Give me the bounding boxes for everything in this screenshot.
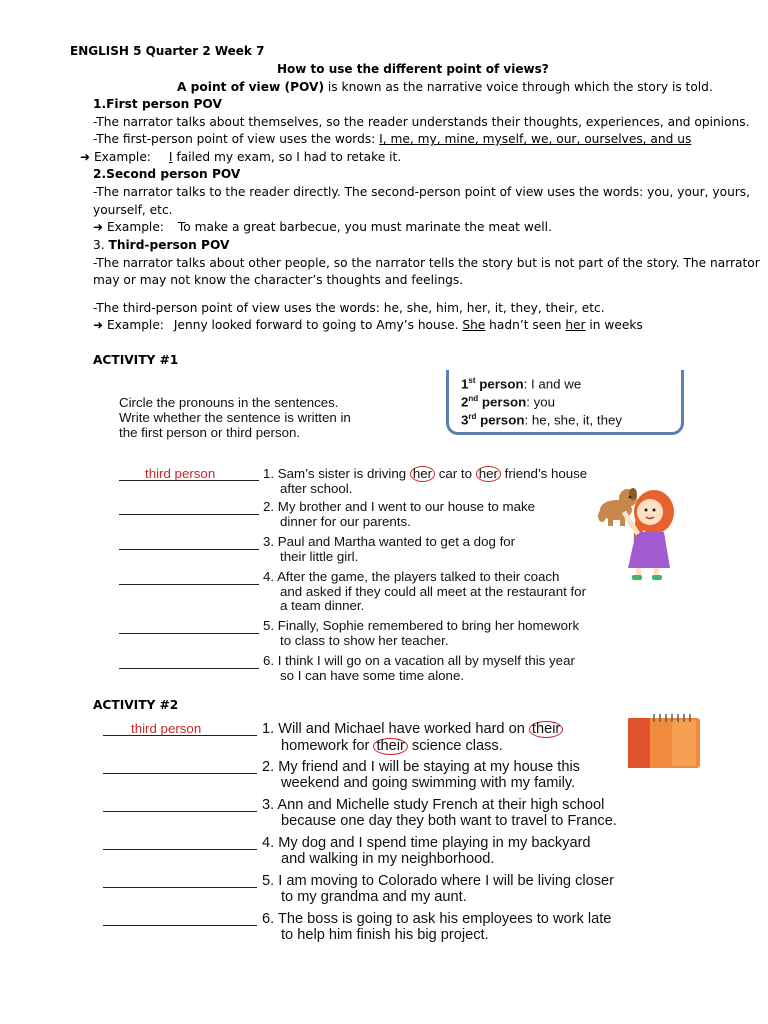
answer-blank-6[interactable] [119, 668, 259, 669]
arrow-icon: ➜ [93, 220, 104, 234]
circled-pronoun: her [410, 466, 435, 482]
third-person-words: -The third-person point of view uses the words: he, she, him, her, it, they, their, etc. [93, 301, 605, 315]
answer-text-1: third person [145, 466, 216, 481]
sentence-6: 6. I think I will go on a vacation all by myself this year so I can have some time alone. [263, 653, 575, 683]
answer-blank-a2-4[interactable] [103, 849, 257, 850]
third-person-example: ➜ Example: Jenny looked forward to going to Amy’s house. She hadn’t seen her in weeks [93, 318, 643, 332]
answer-text-a2-1: third person [131, 721, 202, 736]
arrow-icon: ➜ [93, 318, 104, 332]
second-person-heading: 2.Second person POV [93, 167, 241, 181]
lesson-question: How to use the different point of views? [277, 62, 549, 76]
first-person-example: ➜ Example: I failed my exam, so I had to retake it. [80, 150, 402, 164]
answer-blank-3[interactable] [119, 549, 259, 550]
second-person-desc-cont: yourself, etc. [93, 203, 173, 217]
third-person-desc-cont: may or may not know the character’s thoughts and feelings. [93, 273, 464, 287]
a2-sentence-2: 2. My friend and I will be staying at my house this weekend and going swimming with my family. [262, 759, 580, 791]
answer-blank-a2-5[interactable] [103, 887, 257, 888]
sentence-2: 2. My brother and I went to our house to make dinner for our parents. [263, 499, 536, 529]
answer-blank-2[interactable] [119, 514, 259, 515]
pov-definition: A point of view (POV) is known as the narrative voice through which the story is told. [177, 80, 713, 94]
circled-pronoun: their [373, 738, 407, 755]
third-person-heading: 3. Third-person POV [93, 238, 230, 252]
third-person-desc: -The narrator talks about other people, so the narrator tells the story but is not part of the story. The narrator [93, 256, 760, 270]
answer-blank-5[interactable] [119, 633, 259, 634]
a2-sentence-4: 4. My dog and I spend time playing in my backyard and walking in my neighborhood. [262, 835, 591, 867]
a2-sentence-3: 3. Ann and Michelle study French at their high school because one day they both want to travel to France. [262, 797, 617, 829]
circled-pronoun: their [529, 721, 563, 738]
answer-blank-a2-3[interactable] [103, 811, 257, 812]
activity-1-instructions: Circle the pronouns in the sentences. Write whether the sentence is written in the first person or third person. [119, 395, 351, 440]
pronoun-reference-list: 1st person: I and we 2nd person: you 3rd person: he, she, it, they [461, 376, 623, 428]
activity-2-title: ACTIVITY #2 [93, 698, 179, 712]
girl-with-dog-illustration [588, 482, 684, 582]
arrow-icon: ➜ [80, 150, 91, 164]
a2-sentence-5: 5. I am moving to Colorado where I will be living closer to my grandma and my aunt. [262, 873, 615, 905]
notebook-illustration [624, 712, 704, 770]
sentence-3: 3. Paul and Martha wanted to get a dog for their little girl. [263, 534, 516, 564]
answer-blank-a2-6[interactable] [103, 925, 257, 926]
a2-sentence-6: 6. The boss is going to ask his employees to work late to help him finish his big project. [262, 911, 612, 943]
circled-pronoun: her [476, 466, 501, 482]
first-person-words: -The first-person point of view uses the words: I, me, my, mine, myself, we, our, ourselves, and us [93, 132, 692, 146]
document-title: ENGLISH 5 Quarter 2 Week 7 [70, 44, 265, 58]
first-person-desc: -The narrator talks about themselves, so the reader understands their thoughts, experiences, and opinions. [93, 115, 750, 129]
answer-blank-4[interactable] [119, 584, 259, 585]
sentence-4: 4. After the game, the players talked to their coach and asked if they could all meet at the restaurant for a team dinner. [263, 569, 587, 613]
first-person-heading: 1.First person POV [93, 97, 222, 111]
answer-blank-a2-2[interactable] [103, 773, 257, 774]
a2-sentence-1: 1. Will and Michael have worked hard on their homework for their science class. [262, 721, 563, 755]
activity-1-title: ACTIVITY #1 [93, 353, 179, 367]
second-person-desc: -The narrator talks to the reader directly. The second-person point of view uses the words: you, your, yours, [93, 185, 751, 199]
second-person-example: ➜ Example: To make a great barbecue, you must marinate the meat well. [93, 220, 552, 234]
sentence-1: 1. Sam’s sister is driving her car to her friend’s house after school. [263, 466, 588, 496]
sentence-5: 5. Finally, Sophie remembered to bring her homework to class to show her teacher. [263, 618, 580, 648]
